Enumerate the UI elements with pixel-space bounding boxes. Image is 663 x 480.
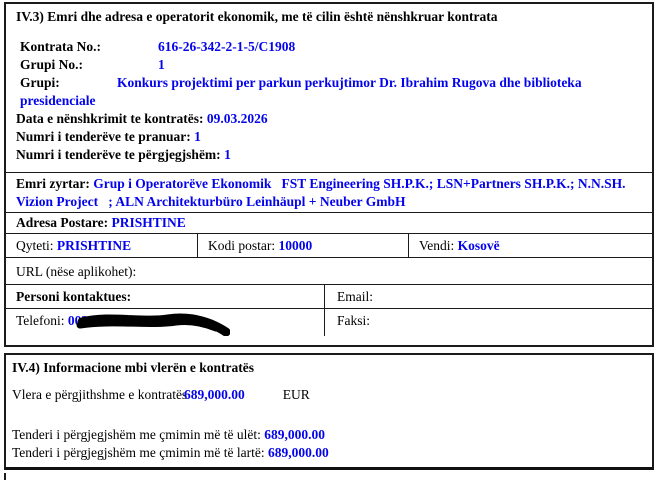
field-grupi-label: Grupi:: [20, 75, 60, 90]
qyteti-value: PRISHTINE: [56, 238, 132, 253]
row-url: [6, 257, 652, 284]
field-grupi-no-label: Grupi No.:: [20, 57, 84, 72]
field-data-nenshkrimit: [16, 110, 642, 128]
vendi-label: Vendi:: [419, 238, 455, 253]
tender-ulet-label: Tenderi i përgjegjshëm me çmimin më të ulët:: [12, 427, 261, 442]
cell-email: [324, 285, 652, 308]
kodi-postar-value: 10000: [278, 238, 313, 253]
section-iv3-title: IV.3) Emri dhe adresa e operatorit ekonomik, me të cilin është nënshkruar kontrata: [16, 9, 498, 24]
field-data-nenshkrimit-label: Data e nënshkrimit te kontratës:: [16, 111, 204, 126]
field-tendere-pranuar: [16, 128, 642, 146]
row-personi-email: [6, 284, 652, 308]
field-kontrata-no-label: Kontrata No.:: [20, 39, 101, 54]
field-tender-larte: [12, 444, 642, 462]
faksi-label: Faksi:: [337, 313, 371, 328]
row-telefoni-faksi: [6, 308, 652, 336]
next-section-border-stub: [4, 473, 6, 480]
field-data-nenshkrimit-value: 09.03.2026: [206, 111, 268, 126]
personi-kontaktues-label: Personi kontaktues:: [16, 289, 132, 304]
telefoni-value: 0038344384406: [67, 313, 156, 328]
field-grupi-no-value: 1: [158, 57, 165, 72]
email-label: Email:: [337, 289, 373, 304]
adresa-postare-label: Adresa Postare:: [16, 215, 109, 230]
cell-qyteti: [6, 234, 197, 257]
emri-zyrtar-label: Emri zyrtar:: [16, 176, 90, 191]
field-grupi-no: [16, 56, 642, 74]
cell-telefoni: [6, 309, 324, 336]
field-grupi: [16, 74, 642, 110]
qyteti-label: Qyteti:: [16, 238, 54, 253]
cell-personi-kontaktues: [6, 285, 324, 308]
telefoni-label: Telefoni:: [16, 313, 65, 328]
section-iv4-cell: [6, 355, 652, 462]
vendi-value: Kosovë: [457, 238, 500, 253]
row-adresa-postare: [6, 212, 652, 233]
section-iv4-table: [4, 353, 654, 470]
field-grupi-value: Konkurs projektimi per parkun perkujtimor Dr. Ibrahim Rugova dhe biblioteka presidenciale: [20, 75, 582, 108]
section-iv4-title: IV.4) Informacione mbi vlerën e kontratës: [12, 360, 254, 375]
field-kontrata-no-value: 616-26-342-2-1-5/C1908: [158, 39, 296, 54]
field-tendere-pergjegjshem-value: 1: [224, 147, 231, 162]
field-vlera: [12, 386, 642, 404]
section-iv3-table: [4, 2, 654, 347]
field-tender-ulet: [12, 426, 642, 444]
field-tendere-pranuar-label: Numri i tenderëve te pranuar:: [16, 129, 191, 144]
field-kontrata-no: [16, 38, 642, 56]
field-tendere-pranuar-value: 1: [194, 129, 201, 144]
cell-faksi: [324, 309, 652, 336]
field-tendere-pergjegjshem: [16, 146, 642, 164]
url-label: URL (nëse aplikohet):: [16, 264, 137, 279]
tender-larte-label: Tenderi i përgjegjshëm me çmimin më të lartë:: [12, 445, 265, 460]
tender-ulet-value: 689,000.00: [264, 427, 325, 442]
row-qyteti-kodi-vendi: [6, 233, 652, 257]
kodi-postar-label: Kodi postar:: [208, 238, 276, 253]
spacer: [12, 404, 642, 426]
field-tendere-pergjegjshem-label: Numri i tenderëve te përgjegjshëm:: [16, 147, 221, 162]
emri-zyrtar-value: Grup i Operatorëve Ekonomik FST Engineering SH.P.K.; LSN+Partners SH.P.K.; N.N.SH. Vizion Project ; ALN Architekturbüro Leinhäupl + Neuber GmbH: [16, 176, 636, 209]
cell-kodi-postar: [197, 234, 408, 257]
section-iv3-main-cell: [6, 4, 652, 172]
adresa-postare-value: PRISHTINE: [111, 215, 186, 230]
vlera-currency: EUR: [282, 387, 310, 402]
row-emri-zyrtar: [6, 172, 652, 212]
vlera-label: Vlera e përgjithshme e kontratës: [12, 387, 188, 402]
cell-vendi: [408, 234, 652, 257]
tender-larte-value: 689,000.00: [267, 445, 329, 460]
vlera-value: 689,000.00: [184, 387, 245, 402]
